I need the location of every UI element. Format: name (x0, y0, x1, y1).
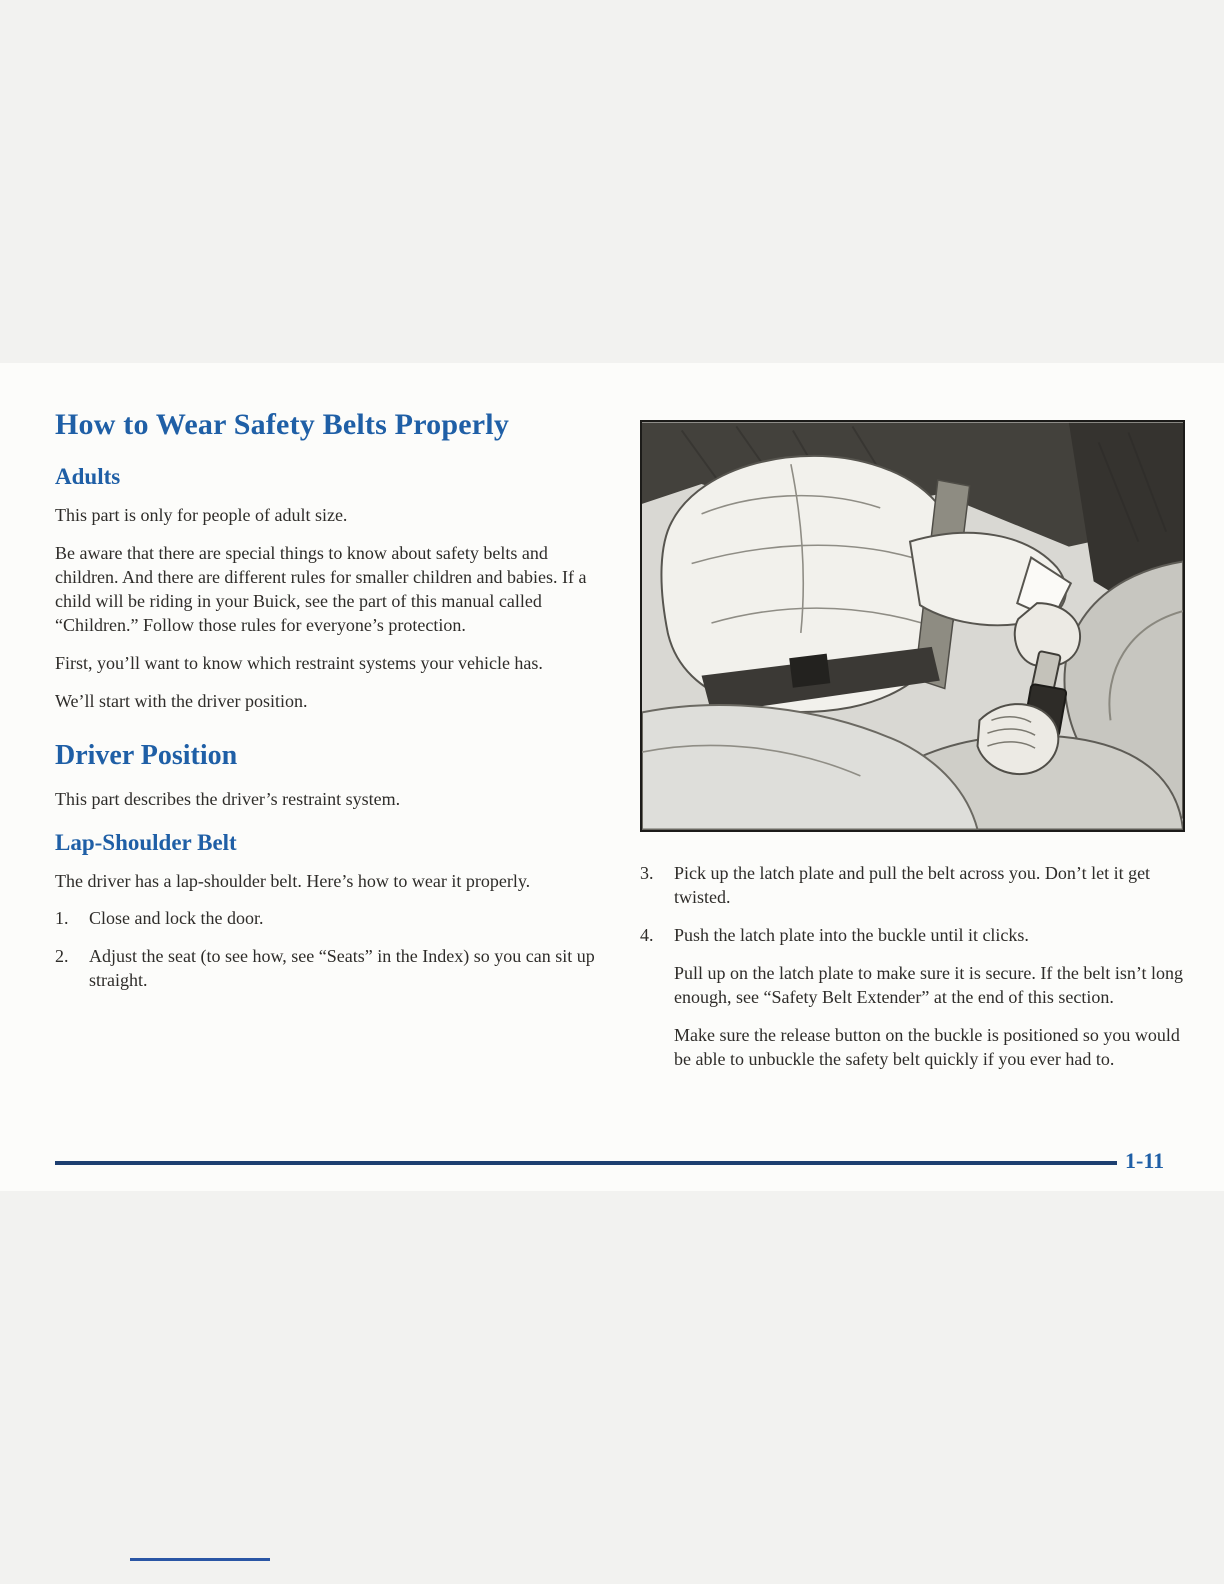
paragraph: This part is only for people of adult size. (55, 505, 348, 525)
seatbelt-buckling-illustration (640, 420, 1185, 832)
step-number: 4. (640, 924, 654, 945)
step-number: 2. (55, 946, 69, 967)
list-item (640, 924, 1185, 948)
heading-lap-shoulder-belt: Lap-Shoulder Belt (55, 829, 237, 855)
footer-divider (55, 1161, 1117, 1165)
paragraph: The driver has a lap-shoulder belt. Here’s how to wear it properly. (55, 870, 531, 891)
paragraph: Pull up on the latch plate to make sure it is secure. If the belt isn’t long enough, see “Safety Belt Extender” at the end of this section. (674, 962, 1184, 1007)
list-item (55, 945, 607, 993)
page-number: 1-11 (1125, 1148, 1165, 1173)
step-text: Close and lock the door. (89, 908, 264, 929)
seatbelt-illustration-graphic (642, 422, 1183, 830)
heading-driver-position: Driver Position (55, 739, 238, 771)
paragraph: First, you’ll want to know which restraint systems your vehicle has. (55, 652, 543, 673)
heading-adults: Adults (55, 464, 121, 489)
list-item (640, 862, 1185, 910)
right-column (640, 420, 1185, 1086)
list-item (55, 907, 607, 931)
left-column (55, 408, 607, 1007)
step-text: Push the latch plate into the buckle until it clicks. (674, 924, 1029, 945)
page-title: How to Wear Safety Belts Properly (55, 408, 510, 441)
paragraph: We’ll start with the driver position. (55, 690, 308, 711)
step-number: 1. (55, 908, 69, 929)
paragraph: This part describes the driver’s restraint system. (55, 788, 401, 809)
paragraph: Make sure the release button on the buckle is positioned so you would be able to unbuckle the safety belt quickly if you ever had to. (674, 1024, 1180, 1069)
bottom-edge-mark (130, 1558, 270, 1561)
step-text: Adjust the seat (to see how, see “Seats” in the Index) so you can sit up straight. (89, 946, 595, 991)
step-number: 3. (640, 863, 654, 883)
step-text: Pick up the latch plate and pull the belt across you. Don’t let it get twisted. (674, 863, 1151, 907)
paragraph: Be aware that there are special things to know about safety belts and children. And there are different rules for smaller children and babies. If a child will be riding in your Buick, see the part of this manual called “Children.” Follow those rules for everyone’s protection. (55, 542, 587, 635)
